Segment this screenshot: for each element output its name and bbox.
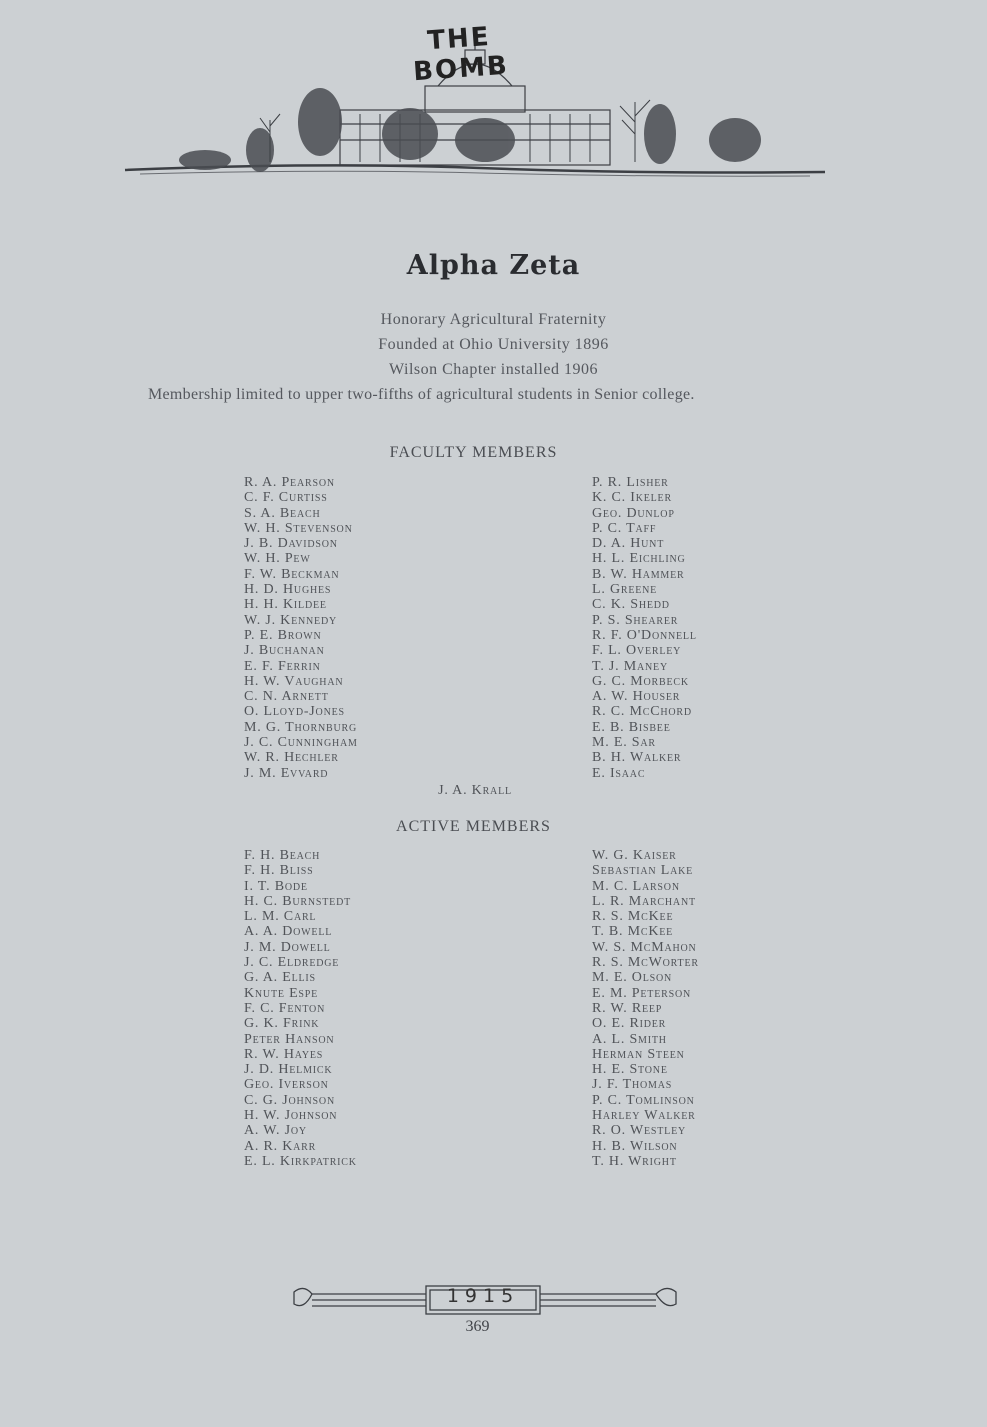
list-item: J. M. Evvard: [244, 765, 329, 781]
list-item: E. L. Kirkpatrick: [244, 1153, 357, 1169]
list-item: F. H. Beach: [244, 848, 321, 863]
list-item: G. K. Frink: [244, 1016, 320, 1032]
membership-note: Membership limited to upper two-fifths of agricultural students in Senior college.: [148, 386, 695, 403]
list-item: L. Greene: [592, 582, 658, 598]
list-item: B. H. Walker: [592, 750, 682, 766]
list-item: H. D. Hughes: [244, 582, 332, 598]
list-item: W. H. Pew: [244, 551, 311, 567]
list-item: H. L. Eichling: [592, 551, 686, 567]
list-item: J. C. Eldredge: [244, 955, 340, 971]
list-item: P. C. Tomlinson: [592, 1092, 695, 1108]
list-item: P. S. Shearer: [592, 612, 679, 628]
fraternity-description: Honorary Agricultural Fraternity: [380, 311, 607, 328]
list-item: L. R. Marchant: [592, 893, 696, 909]
list-item: J. D. Helmick: [244, 1062, 333, 1078]
list-item: E. F. Ferrin: [244, 658, 321, 674]
list-item: K. C. Ikeler: [592, 490, 672, 506]
list-item: O. E. Rider: [592, 1016, 667, 1032]
active-list-right: [592, 848, 699, 1169]
list-item: W. R. Hechler: [244, 750, 339, 766]
list-item: H. W. Johnson: [244, 1108, 338, 1124]
list-item: C. G. Johnson: [244, 1092, 335, 1108]
list-item: F. L. Overley: [592, 643, 682, 659]
list-item: R. F. O'Donnell: [592, 627, 697, 643]
list-item: M. E. Olson: [592, 970, 673, 986]
active-heading: ACTIVE MEMBERS: [396, 818, 551, 835]
list-item: A. W. Joy: [244, 1123, 307, 1139]
list-item: G. A. Ellis: [244, 970, 316, 986]
list-item: H. H. Kildee: [244, 597, 327, 613]
list-item: T. J. Maney: [592, 658, 668, 674]
list-item: M. C. Larson: [592, 878, 680, 894]
faculty-list-right: [592, 475, 697, 781]
list-item: O. Lloyd-Jones: [244, 704, 345, 720]
list-item: W. S. McMahon: [592, 939, 697, 955]
list-item: F. H. Bliss: [244, 863, 314, 879]
list-item: Knute Espe: [244, 985, 319, 1001]
chapter-line: Wilson Chapter installed 1906: [389, 361, 598, 378]
list-item: R. W. Reep: [592, 1000, 663, 1016]
list-item: E. M. Peterson: [592, 985, 691, 1001]
list-item: R. C. McChord: [592, 704, 692, 720]
list-item: T. H. Wright: [592, 1153, 677, 1169]
list-item: Harley Walker: [592, 1108, 696, 1124]
list-item: C. K. Shedd: [592, 597, 670, 613]
list-item: J. C. Cunningham: [244, 735, 358, 751]
faculty-center-name: J. A. Krall: [438, 783, 512, 798]
list-item: C. N. Arnett: [244, 689, 329, 705]
list-item: H. E. Stone: [592, 1062, 668, 1078]
list-item: J. M. Dowell: [244, 939, 331, 955]
list-item: Peter Hanson: [244, 1031, 335, 1047]
list-item: F. C. Fenton: [244, 1000, 326, 1016]
list-item: T. B. McKee: [592, 924, 674, 940]
list-item: H. W. Vaughan: [244, 673, 344, 689]
list-item: P. E. Brown: [244, 627, 322, 643]
list-item: Geo. Dunlop: [592, 505, 675, 521]
page-number: 369: [465, 1318, 490, 1335]
list-item: L. M. Carl: [244, 909, 317, 925]
list-item: R. S. McWorter: [592, 955, 699, 971]
page-title: Alpha Zeta: [406, 250, 581, 281]
list-item: A. W. Houser: [592, 689, 681, 705]
list-item: Geo. Iverson: [244, 1077, 329, 1093]
list-item: M. E. Sar: [592, 735, 656, 751]
list-item: H. C. Burnstedt: [244, 893, 352, 909]
year-label: 1915: [446, 1285, 520, 1307]
list-item: Herman Steen: [592, 1046, 685, 1062]
list-item: M. G. Thornburg: [244, 719, 357, 735]
list-item: F. W. Beckman: [244, 566, 340, 582]
list-item: I. T. Bode: [244, 878, 308, 894]
list-item: R. A. Pearson: [244, 475, 335, 490]
list-item: A. L. Smith: [592, 1031, 667, 1047]
list-item: G. C. Morbeck: [592, 673, 689, 689]
list-item: W. G. Kaiser: [592, 848, 677, 863]
list-item: W. J. Kennedy: [244, 612, 337, 628]
list-item: D. A. Hunt: [592, 536, 665, 552]
list-item: H. B. Wilson: [592, 1138, 678, 1154]
list-item: J. B. Davidson: [244, 536, 338, 552]
list-item: Sebastian Lake: [592, 863, 694, 879]
founded-line: Founded at Ohio University 1896: [378, 336, 609, 353]
list-item: W. H. Stevenson: [244, 520, 353, 536]
faculty-heading: FACULTY MEMBERS: [389, 444, 558, 461]
list-item: R. S. McKee: [592, 909, 674, 925]
list-item: B. W. Hammer: [592, 566, 685, 582]
list-item: A. A. Dowell: [244, 924, 333, 940]
masthead: THE BOMB: [412, 21, 510, 88]
list-item: E. B. Bisbee: [592, 719, 671, 735]
list-item: E. Isaac: [592, 765, 646, 781]
list-item: P. C. Taff: [592, 520, 657, 536]
list-item: R. W. Hayes: [244, 1046, 324, 1062]
list-item: R. O. Westley: [592, 1123, 687, 1139]
list-item: C. F. Curtiss: [244, 490, 328, 506]
faculty-list-left: [244, 475, 358, 781]
list-item: A. R. Karr: [244, 1138, 317, 1154]
list-item: P. R. Lisher: [592, 475, 669, 490]
active-list-left: [244, 848, 357, 1169]
list-item: J. F. Thomas: [592, 1077, 673, 1093]
list-item: J. Buchanan: [244, 643, 325, 659]
list-item: S. A. Beach: [244, 505, 321, 521]
